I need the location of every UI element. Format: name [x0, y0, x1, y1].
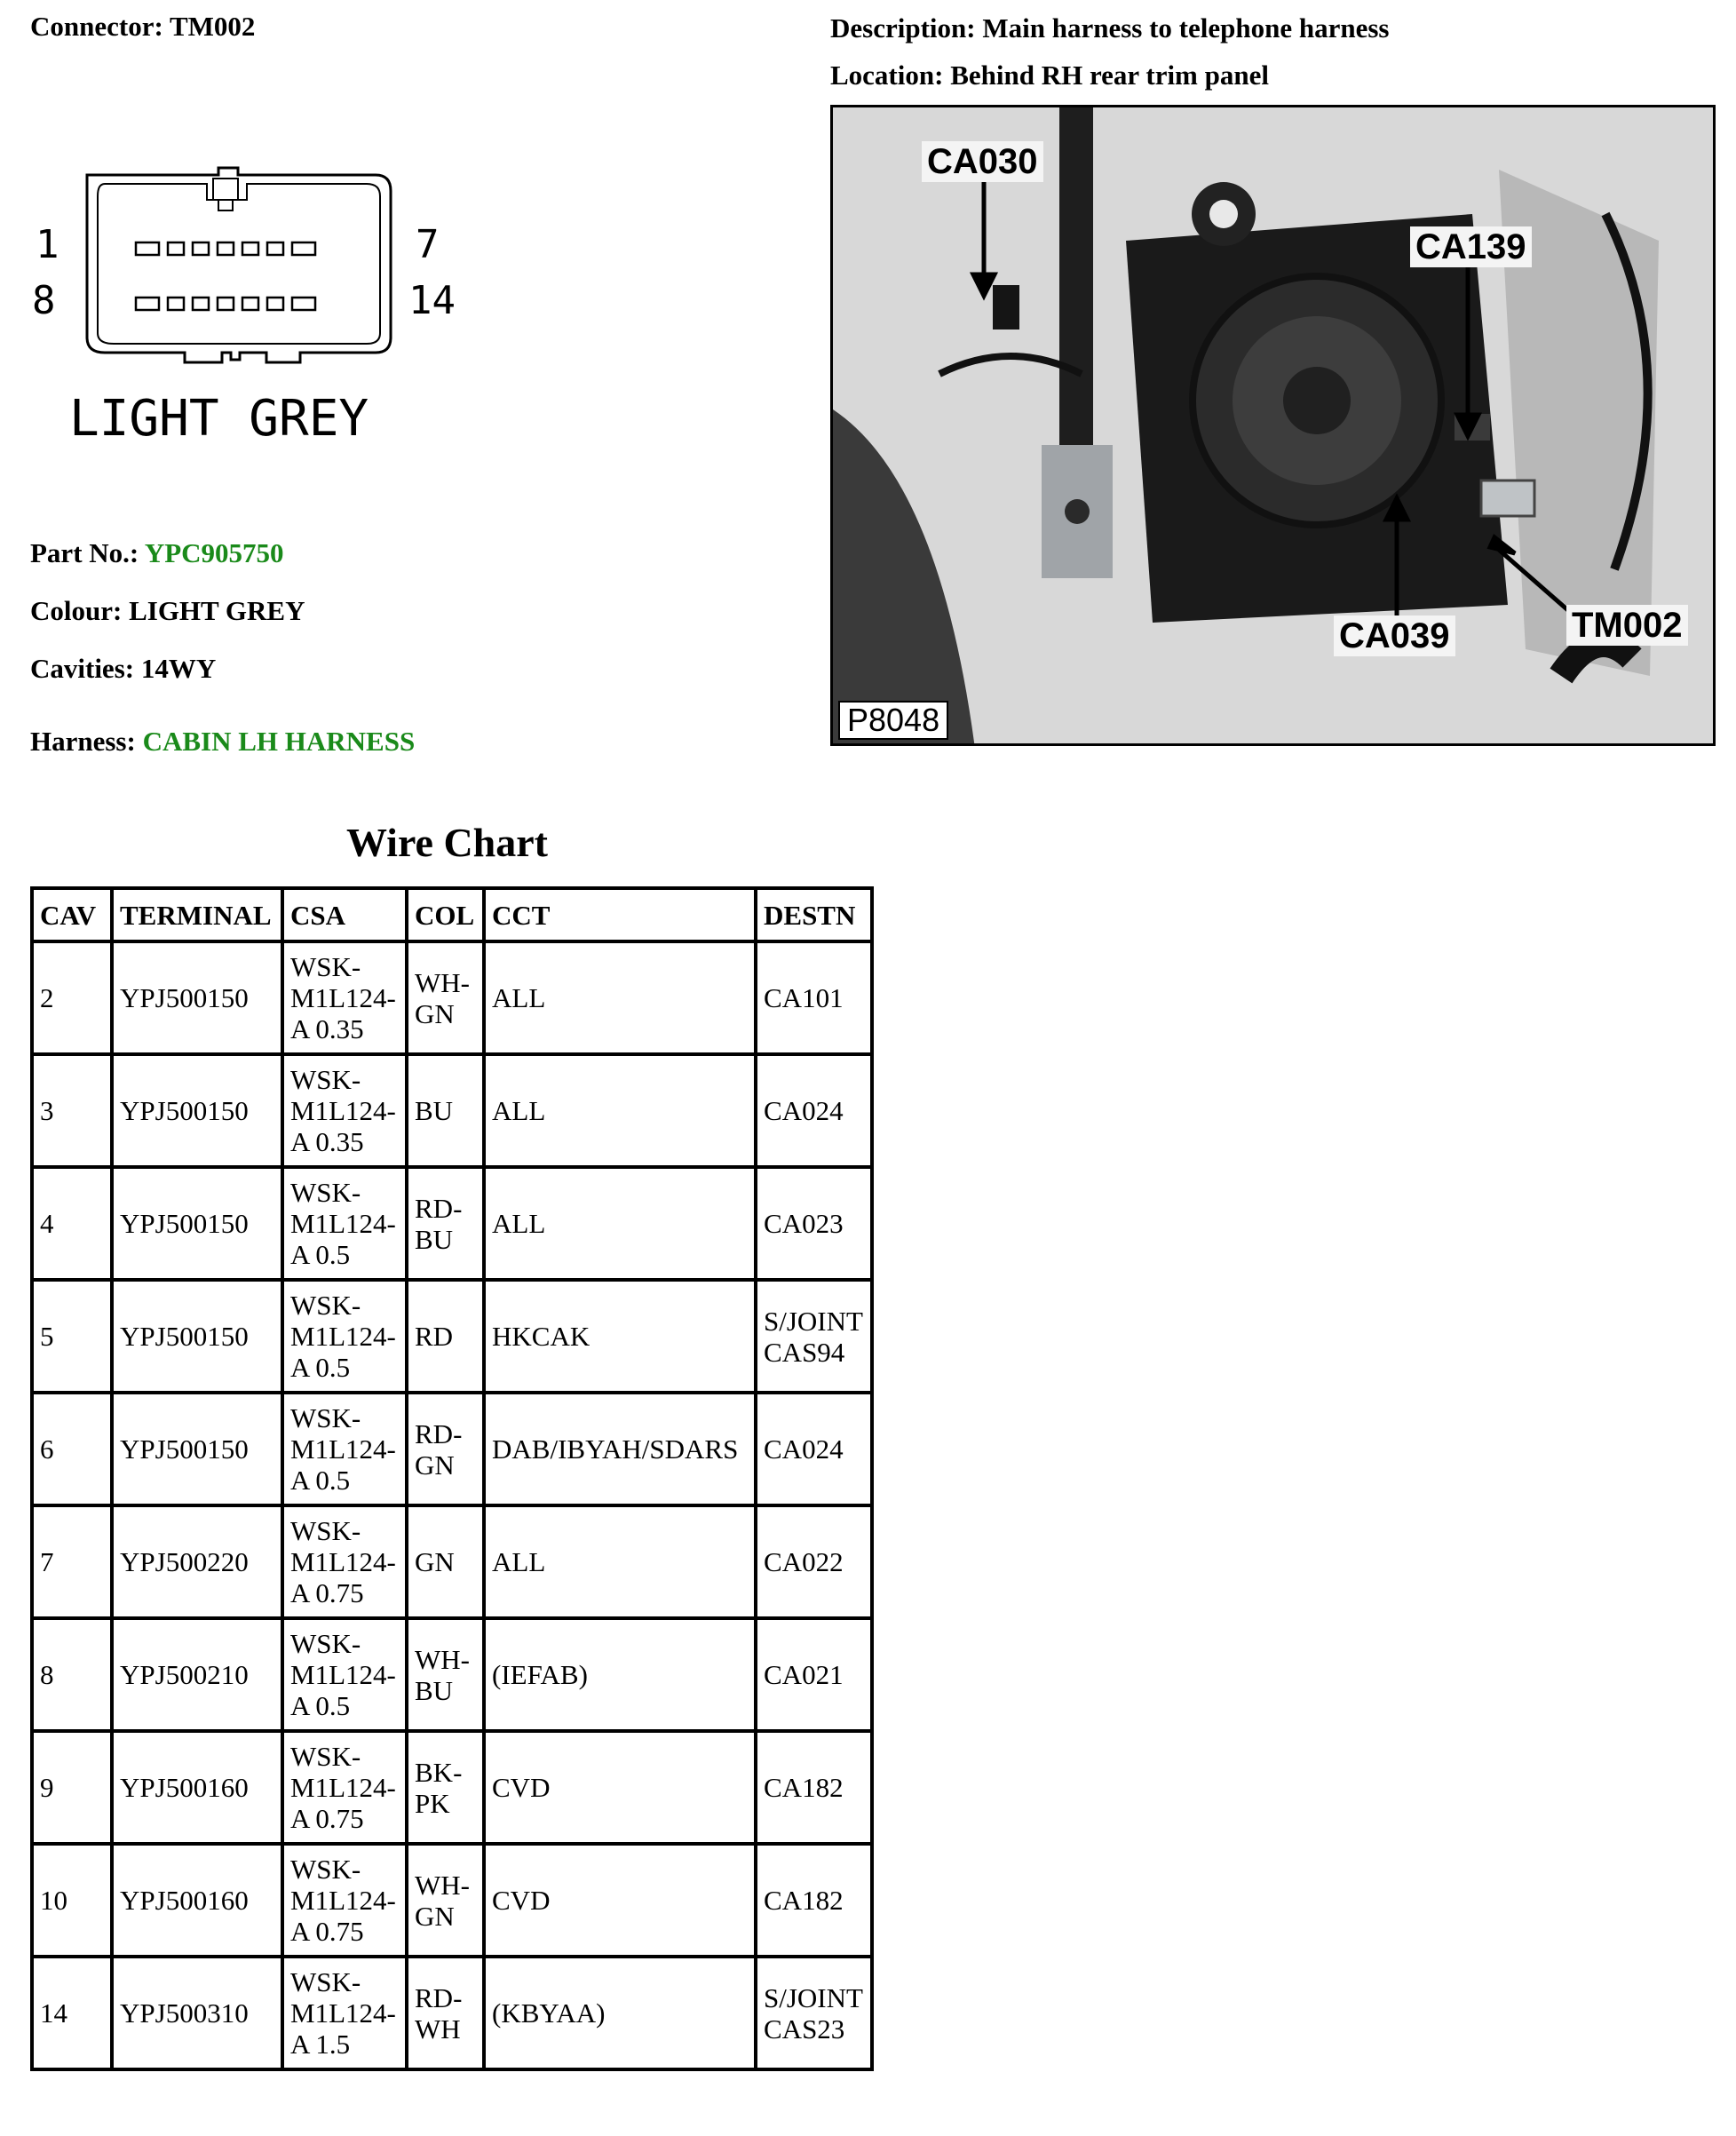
cell-terminal: YPJ500210 [112, 1618, 282, 1731]
header-terminal: TERMINAL [112, 888, 282, 941]
harness-label: Harness: [30, 726, 136, 757]
cell-destn: CA024 [756, 1054, 872, 1167]
cell-cct: ALL [484, 1505, 756, 1618]
cell-csa: WSK- M1L124- A 0.35 [282, 941, 407, 1054]
harness-value[interactable]: CABIN LH HARNESS [142, 726, 416, 757]
table-row [32, 1844, 872, 1957]
header-col: COL [407, 888, 484, 941]
cell-col: WH- GN [407, 941, 484, 1054]
cell-cct: (IEFAB) [484, 1618, 756, 1731]
description-value: Main harness to telephone harness [982, 12, 1390, 44]
cell-cav: 6 [32, 1393, 112, 1505]
cell-cav: 7 [32, 1505, 112, 1618]
table-row [32, 1393, 872, 1505]
cell-csa: WSK- M1L124- A 0.5 [282, 1618, 407, 1731]
pin-label-bottom-left: 8 [32, 278, 56, 323]
cell-cav: 2 [32, 941, 112, 1054]
table-row [32, 1167, 872, 1280]
callout-ca039: CA039 [1334, 615, 1455, 656]
cell-cct: ALL [484, 1054, 756, 1167]
photo-illustration [833, 107, 1716, 746]
cell-terminal: YPJ500150 [112, 1167, 282, 1280]
cell-col: BU [407, 1054, 484, 1167]
location-label: Location: [830, 60, 944, 91]
cell-col: WH- GN [407, 1844, 484, 1957]
cell-destn: CA023 [756, 1167, 872, 1280]
cell-terminal: YPJ500220 [112, 1505, 282, 1618]
cell-cct: ALL [484, 941, 756, 1054]
cell-col: RD [407, 1280, 484, 1393]
cell-terminal: YPJ500150 [112, 1280, 282, 1393]
part-no-line [30, 537, 284, 569]
part-no-label: Part No.: [30, 537, 139, 568]
cell-csa: WSK- M1L124- A 0.5 [282, 1393, 407, 1505]
table-row [32, 1505, 872, 1618]
colour-value: LIGHT GREY [129, 595, 305, 626]
cell-col: RD- BU [407, 1167, 484, 1280]
cell-destn: S/JOINT CAS94 [756, 1280, 872, 1393]
cell-csa: WSK- M1L124- A 0.35 [282, 1054, 407, 1167]
cell-terminal: YPJ500150 [112, 1054, 282, 1167]
cell-terminal: YPJ500150 [112, 1393, 282, 1505]
cell-cav: 8 [32, 1618, 112, 1731]
location-value: Behind RH rear trim panel [950, 60, 1269, 91]
cell-destn: CA101 [756, 941, 872, 1054]
wire-chart-title: Wire Chart [346, 820, 548, 865]
cell-cav: 14 [32, 1957, 112, 2069]
callout-ca139: CA139 [1410, 226, 1532, 267]
cavity-row-top [136, 242, 315, 255]
cavities-value: 14WY [140, 653, 217, 684]
harness-line [30, 726, 415, 758]
cell-col: GN [407, 1505, 484, 1618]
callout-tm002: TM002 [1566, 605, 1688, 646]
cell-cav: 5 [32, 1280, 112, 1393]
location-line [830, 60, 1269, 91]
table-row [32, 941, 872, 1054]
cell-cct: CVD [484, 1731, 756, 1844]
cell-cct: ALL [484, 1167, 756, 1280]
header-cct: CCT [484, 888, 756, 941]
table-row [32, 1054, 872, 1167]
cell-col: RD- WH [407, 1957, 484, 2069]
pin-label-top-right: 7 [416, 222, 440, 267]
cell-csa: WSK- M1L124- A 1.5 [282, 1957, 407, 2069]
cell-destn: CA021 [756, 1618, 872, 1731]
cell-cav: 4 [32, 1167, 112, 1280]
wire-chart-header-row [32, 888, 872, 941]
cavity-row-bottom [136, 298, 315, 310]
cell-destn: CA182 [756, 1731, 872, 1844]
header-cav: CAV [32, 888, 112, 941]
cell-terminal: YPJ500310 [112, 1957, 282, 2069]
cell-destn: CA182 [756, 1844, 872, 1957]
cell-destn: CA022 [756, 1505, 872, 1618]
location-photo [830, 105, 1716, 746]
cell-csa: WSK- M1L124- A 0.5 [282, 1280, 407, 1393]
wire-chart-body [32, 941, 872, 2069]
cell-terminal: YPJ500150 [112, 941, 282, 1054]
cell-destn: CA024 [756, 1393, 872, 1505]
cell-col: WH- BU [407, 1618, 484, 1731]
cell-csa: WSK- M1L124- A 0.75 [282, 1844, 407, 1957]
cell-cav: 9 [32, 1731, 112, 1844]
cavities-line [30, 653, 216, 685]
cavities-label: Cavities: [30, 653, 135, 684]
cell-destn: S/JOINT CAS23 [756, 1957, 872, 2069]
cell-terminal: YPJ500160 [112, 1844, 282, 1957]
wire-chart-table [30, 886, 874, 2071]
callout-ca030: CA030 [922, 141, 1043, 182]
table-row [32, 1618, 872, 1731]
cell-cav: 10 [32, 1844, 112, 1957]
connector-line [30, 11, 255, 43]
cell-col: BK- PK [407, 1731, 484, 1844]
cell-csa: WSK- M1L124- A 0.75 [282, 1505, 407, 1618]
pin-label-bottom-right: 14 [408, 278, 456, 323]
table-row [32, 1731, 872, 1844]
cell-cct: DAB/IBYAH/SDARS [484, 1393, 756, 1505]
connector-face-diagram [25, 155, 469, 475]
header-csa: CSA [282, 888, 407, 941]
colour-line [30, 595, 305, 627]
colour-label: Colour: [30, 595, 123, 626]
cell-terminal: YPJ500160 [112, 1731, 282, 1844]
cell-cct: CVD [484, 1844, 756, 1957]
part-no-value[interactable]: YPC905750 [144, 537, 284, 568]
connector-value: TM002 [170, 11, 256, 42]
photo-id-label: P8048 [838, 701, 948, 740]
table-row [32, 1280, 872, 1393]
cell-csa: WSK- M1L124- A 0.5 [282, 1167, 407, 1280]
pin-label-top-left: 1 [36, 222, 59, 267]
description-line [830, 12, 1389, 44]
connector-label: Connector: [30, 11, 163, 42]
description-label: Description: [830, 12, 976, 44]
cell-cct: (KBYAA) [484, 1957, 756, 2069]
diagram-colour-label: LIGHT GREY [69, 390, 369, 448]
cell-cct: HKCAK [484, 1280, 756, 1393]
cell-col: RD- GN [407, 1393, 484, 1505]
header-destn: DESTN [756, 888, 872, 941]
cell-csa: WSK- M1L124- A 0.75 [282, 1731, 407, 1844]
cell-cav: 3 [32, 1054, 112, 1167]
table-row [32, 1957, 872, 2069]
